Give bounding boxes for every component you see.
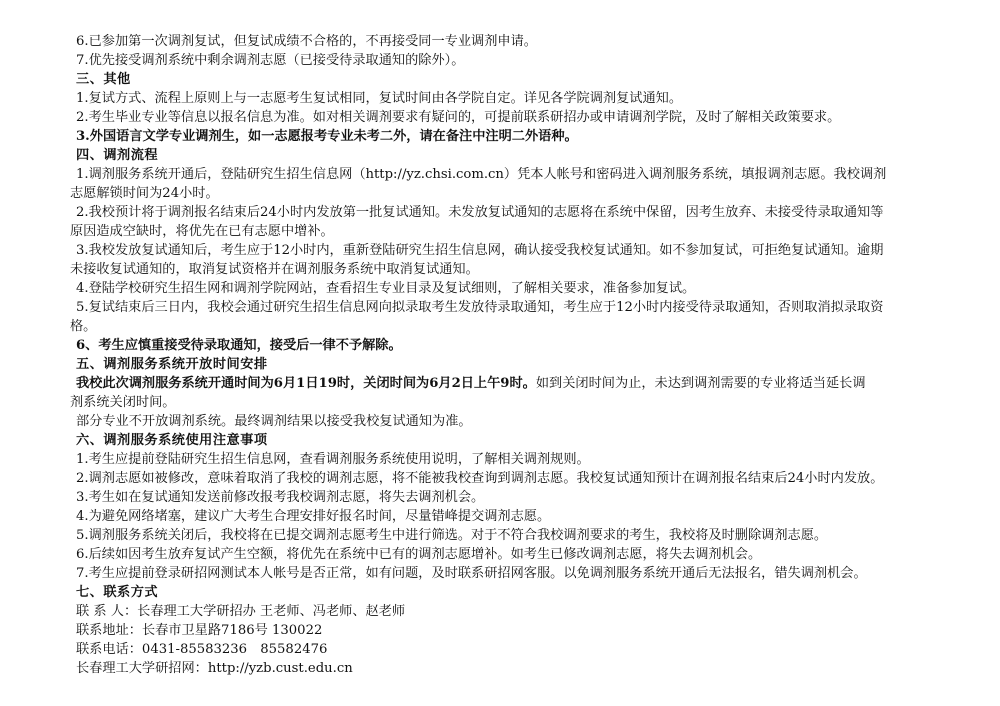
text-line: 部分专业不开放调剂系统。最终调剂结果以接受我校复试通知为准。 (76, 414, 472, 429)
text-line-bold: 3.外国语言文学专业调剂生，如一志愿报考专业未考二外，请在备注中注明二外语种。 (76, 129, 578, 144)
text-line: 1.考生应提前登陆研究生招生信息网，查看调剂服务系统使用说明，了解相关调剂规则。 (76, 452, 590, 467)
text-line: 3.我校发放复试通知后，考生应于12小时内，重新登陆研究生招生信息网，确认接受我校复试通知。如不参加复试，可拒绝复试通知。逾期 (76, 243, 884, 258)
text-line: 6.后续如因考生放弃复试产生空额，将优先在系统中已有的调剂志愿增补。如考生已修改调剂志愿，将失去调剂机会。 (76, 547, 762, 562)
text-line: 1.复试方式、流程上原则上与一志愿考生复试相同，复试时间由各学院自定。详见各学院调剂复试通知。 (76, 91, 683, 106)
contact-website: 长春理工大学研招网：http://yzb.cust.edu.cn (76, 661, 353, 676)
text-line: 未接收复试通知的，取消复试资格并在调剂服务系统中取消复试通知。 (70, 262, 479, 277)
text-line: 2.我校预计将于调剂报名结束后24小时内发放第一批复试通知。未发放复试通知的志愿将在系统中保留，因考生放弃、未接受待录取通知等 (76, 205, 884, 220)
text-line: 原因造成空缺时，将优先在已有志愿中增补。 (70, 224, 334, 239)
text-line: 3.考生如在复试通知发送前修改报考我校调剂志愿，将失去调剂机会。 (76, 490, 485, 505)
text-line: 5.复试结束后三日内，我校会通过研究生招生信息网向拟录取考生发放待录取通知，考生应于12小时内接受待录取通知，否则取消拟录取资 (76, 300, 884, 315)
contact-phone: 联系电话：0431-85583236 85582476 (76, 642, 328, 657)
text-line: 4.为避免网络堵塞，建议广大考生合理安排好报名时间，尽量错峰提交调剂志愿。 (76, 509, 551, 524)
contact-address: 联系地址：长春市卫星路7186号 130022 (76, 623, 323, 638)
text-line: 2.考生毕业专业等信息以报名信息为准。如对相关调剂要求有疑问的，可提前联系研招办或申请调剂学院，及时了解相关政策要求。 (76, 110, 841, 125)
text-line-bold: 6、考生应慎重接受待录取通知，接受后一律不予解除。 (76, 338, 402, 353)
text-line: 1.调剂服务系统开通后，登陆研究生招生信息网（http://yz.chsi.com.cn）凭本人帐号和密码进入调剂服务系统，填报调剂志愿。我校调剂 (76, 167, 887, 182)
text-line: 志愿解锁时间为24小时。 (70, 186, 219, 201)
text-line: 6.已参加第一次调剂复试，但复试成绩不合格的，不再接受同一专业调剂申请。 (76, 34, 537, 49)
open-time-rest: 如到关闭时间为止，未达到调剂需要的专业将适当延长调 (535, 376, 866, 391)
text-line: 格。 (70, 319, 97, 334)
open-time-bold: 我校此次调剂服务系统开通时间为6月1日19时，关闭时间为6月2日上午9时。 (76, 376, 536, 391)
text-line: 5.调剂服务系统关闭后，我校将在已提交调剂志愿考生中进行筛选。对于不符合我校调剂要求的考生，我校将及时删除调剂志愿。 (76, 528, 828, 543)
contact-person: 联 系 人：长春理工大学研招办 王老师、冯老师、赵老师 (76, 604, 406, 619)
section-heading: 七、联系方式 (76, 585, 159, 600)
section-heading: 四、调剂流程 (76, 148, 159, 163)
text-line: 7.考生应提前登录研招网测试本人帐号是否正常，如有问题，及时联系研招网客服。以免调剂服务系统开通后无法报名，错失调剂机会。 (76, 566, 867, 581)
section-heading: 五、调剂服务系统开放时间安排 (76, 357, 268, 372)
text-line: 2.调剂志愿如被修改，意味着取消了我校的调剂志愿，将不能被我校查询到调剂志愿。我校复试通知预计在调剂报名结束后24小时内发放。 (76, 471, 884, 486)
text-line: 剂系统关闭时间。 (70, 395, 176, 410)
section-heading: 三、其他 (76, 72, 131, 87)
text-line: 4.登陆学校研究生招生网和调剂学院网站，查看招生专业目录及复试细则，了解相关要求，准备参加复试。 (76, 281, 696, 296)
text-line (76, 374, 976, 394)
section-heading: 六、调剂服务系统使用注意事项 (76, 433, 268, 448)
text-line: 7.优先接受调剂系统中剩余调剂志愿（已接受待录取通知的除外）。 (76, 53, 465, 68)
